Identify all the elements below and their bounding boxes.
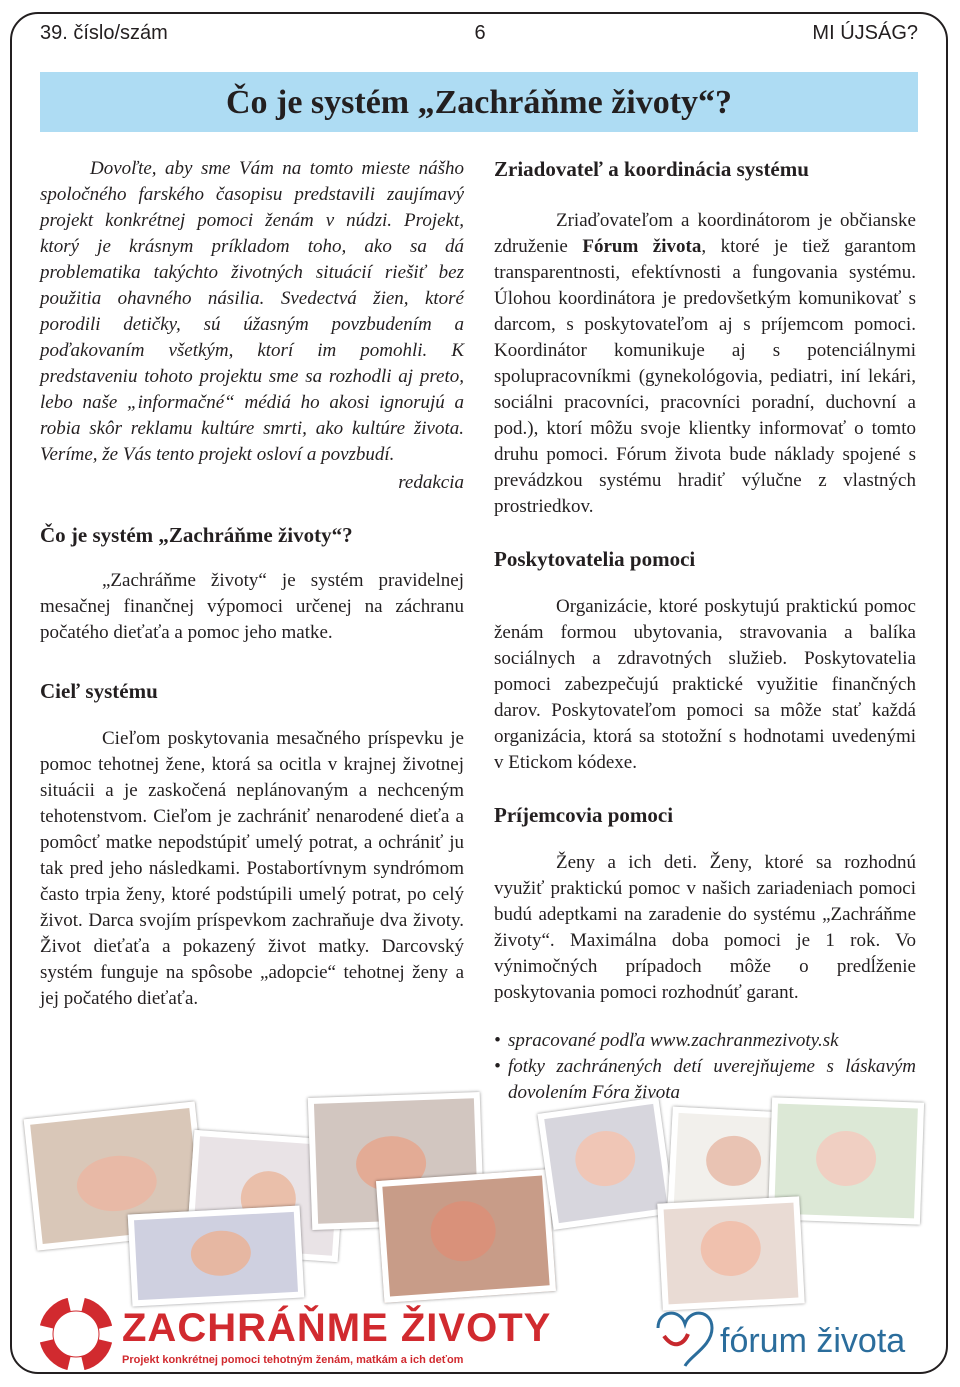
baby-photo-collage (30, 1090, 930, 1300)
zachranme-zivoty-logo (40, 1298, 552, 1375)
page-number: 6 (474, 22, 486, 44)
forum-zivota-text: fórum života (720, 1322, 906, 1360)
article-title-banner (40, 72, 918, 132)
signature: redakcia (398, 472, 464, 493)
magazine-title: MI ÚJSÁG? (812, 22, 918, 44)
recipients-text: Ženy a ich deti. Ženy, ktoré sa rozhodnú využiť praktickú pomoc v našich zariadeniach pomoci budú adeptkami na zaradenie do systému „Zachráňme životy“. Maximálna doba pomoci je 1 rok. Vo výnimočných prípadoch môže o predĺženie poskytovania pomoci rozhodnúť garant. (494, 852, 916, 1003)
logo-title: ZACHRÁŇME ŽIVOTY (122, 1306, 552, 1350)
note-item (494, 1028, 916, 1054)
intro-text: Dovoľte, aby sme Vám na tomto mieste nášho spoločného farského časopisu predstavili zaujímavý projekt konkrétnej pomoci ženám v núdzi. Projekt, ktorý je krásnym príkladom toho, ako sa dá problematika takýchto životných situácií riešiť bez použitia ohavného násilia. Svedectvá žien, ktoré porodili detičky, sú úžasným povzbudením a poďakovaním všetkým, ktorí im pomohli. K predstaveniu tohoto projektu sme sa rozhodli aj preto, lebo naše „informačné“ médiá ho akosi ignorujú a robia skôr reklamu kultúre smrti, ako kultúre života. Veríme, že Vás tento projekt osloví a povzbudí. (40, 158, 464, 465)
founder-text-start: Zriaďovateľom a koordinátorom je občianske združenie (494, 210, 916, 257)
goal-text: Cieľom poskytovania mesačného príspevku je pomoc tehotnej žene, ktorá sa ocitla v krajnej životnej situácii a je zaskočená neplánovaným a nechceným tehotenstvom. Cieľom je zachrániť nenarodené dieťa a pomôcť matke nepodstúpiť umelý potrat, a ochrániť ju tak pred jeho následkami. Postabortívnym syndrómom často trpia ženy, ktoré podstúpili umelý potrat, po celý život. Darca svojím príspevkom zachraňuje dva životy. Život dieťaťa a pokazený život matky. Darcovský systém funguje na spôsobe „adopcie“ tehotnej ženy a jej počatého dieťaťa. (40, 728, 464, 1009)
right-column (494, 156, 916, 1106)
founder-text-end: , ktoré je tiež garantom transparentnosti, efektívnosti a fungovania systému. Úlohou koordinátora je predovšetkým komunikovať s darcom, s poskytovateľom aj s príjemcom pomoci. Koordinátor komunikuje aj s potenciálnymi spolupracovníkmi (gynekológovia, pediatri, iní lekári, sociálni pracovníci, pracovníci poradní, duchovní a pod.), ktorí môžu svoje klientky informovať o tomto druhu pomoci. Fórum života bude náklady spojené s prevádzkou systému hradiť výlučne z vlastných prostriedkov. (494, 236, 916, 517)
note-source: spracované podľa www.zachranmezivoty.sk (508, 1030, 839, 1051)
issue-number: 39. číslo/szám (40, 22, 168, 44)
founder-heading: Zriadovateľ a koordinácia systému (494, 157, 809, 181)
providers-heading: Poskytovatelia pomoci (494, 547, 696, 571)
providers-text: Organizácie, ktoré poskytujú praktickú pomoc ženám formou ubytovania, stravovania a balíka sociálnych a zdravotných služieb. Poskytovatelia pomoci zabezpečujú praktické využitie finančných darov. Poskytovateľom pomoci sa môže stať každá organizácia, ktorá sa stotožní s hodnotami uvedenými v Etickom kódexe. (494, 596, 916, 773)
what-is-text: „Zachráňme životy“ je systém pravidelnej mesačnej finančnej výpomoci určenej na záchranu počatého dieťaťa a pomoc jeho matke. (40, 570, 464, 643)
forum-heart-icon (650, 1300, 720, 1370)
intro-paragraph (40, 156, 464, 468)
goal-heading: Cieľ systému (40, 679, 158, 703)
forum-zivota-name: Fórum života (582, 236, 702, 257)
left-column (40, 156, 464, 1012)
baby-photo (376, 1169, 556, 1303)
baby-photo (657, 1196, 804, 1310)
logo-subtitle: Projekt konkrétnej pomoci tehotným ženám, matkám a ich deťom (122, 1354, 464, 1366)
article-title: Čo je systém „Zachráňme životy“? (225, 84, 733, 121)
baby-photo (128, 1206, 305, 1307)
founder-text (494, 208, 916, 520)
note-photos: fotky zachránených detí uverejňujeme s láskavým dovolením Fóra života (508, 1056, 916, 1103)
baby-photo (537, 1097, 674, 1230)
bullet-icon: • (494, 1030, 501, 1051)
lifebuoy-icon (40, 1298, 112, 1370)
bullet-icon: • (494, 1056, 501, 1077)
what-is-heading: Čo je systém „Zachráňme životy“? (40, 523, 353, 547)
forum-zivota-logo (650, 1300, 930, 1370)
recipients-heading: Príjemcovia pomoci (494, 803, 674, 827)
